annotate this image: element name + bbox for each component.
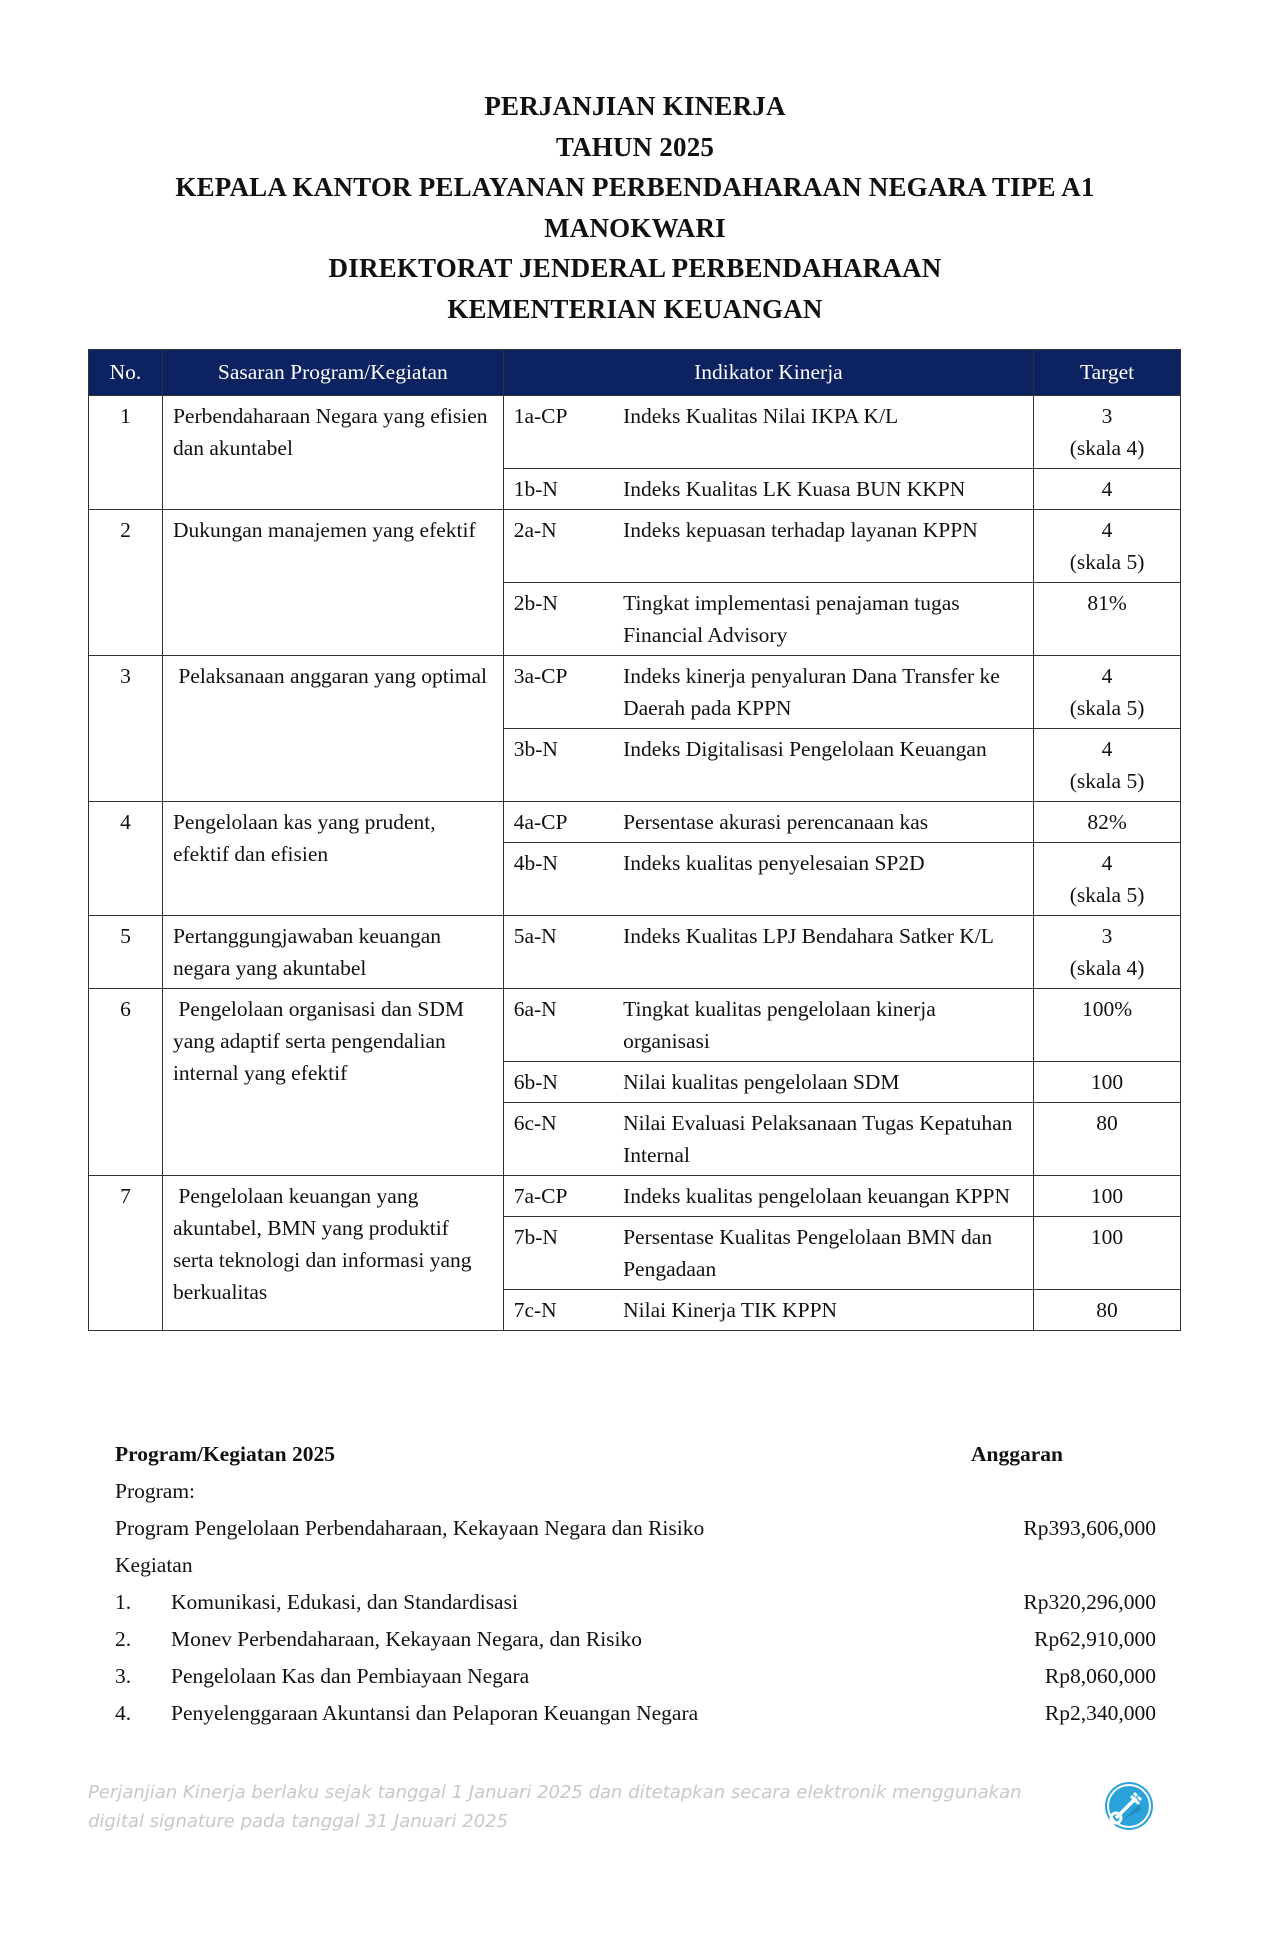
- target-cell: [1034, 802, 1181, 843]
- kegiatan-row: [115, 1695, 1156, 1732]
- indicator-code: 6c-N: [503, 1103, 613, 1176]
- column-header-no: No.: [89, 350, 163, 396]
- indicator-text: Persentase akurasi perencanaan kas: [613, 802, 1034, 843]
- kegiatan-number: 4.: [115, 1701, 132, 1725]
- target-cell: [1034, 1217, 1181, 1290]
- target-scale: (skala 5): [1069, 883, 1145, 907]
- target-value: 3: [1101, 924, 1113, 948]
- footer-line-2: digital signature pada tanggal 31 Januari 2025: [88, 1811, 509, 1832]
- target-cell: [1034, 583, 1181, 656]
- table-header-row: [89, 350, 1181, 396]
- kegiatan-row: [115, 1584, 1156, 1621]
- sasaran-cell: Dukungan manajemen yang efektif: [162, 510, 503, 656]
- kegiatan-name: Komunikasi, Edukasi, dan Standardisasi: [171, 1590, 518, 1614]
- document-title: [0, 86, 1270, 329]
- table-row: [89, 1176, 1181, 1217]
- indicator-text: Indeks Kualitas LK Kuasa BUN KKPN: [613, 469, 1034, 510]
- indicator-code: 6b-N: [503, 1062, 613, 1103]
- kegiatan-label-row: [115, 1547, 1156, 1584]
- target-value: 4: [1101, 477, 1113, 501]
- indicator-text: Indeks kinerja penyaluran Dana Transfer ke Daerah pada KPPN: [613, 656, 1034, 729]
- target-cell: [1034, 989, 1181, 1062]
- indicator-text: Indeks kualitas pengelolaan keuangan KPPN: [613, 1176, 1034, 1217]
- target-value: 100: [1090, 1225, 1124, 1249]
- target-value: 81%: [1087, 591, 1127, 615]
- signature-footer-note: [88, 1778, 1078, 1836]
- indicator-text: Nilai Evaluasi Pelaksanaan Tugas Kepatuhan Internal: [613, 1103, 1034, 1176]
- row-number: 3: [89, 656, 163, 802]
- indicator-code: 5a-N: [503, 916, 613, 989]
- indicator-text: Indeks kepuasan terhadap layanan KPPN: [613, 510, 1034, 583]
- title-line-6: KEMENTERIAN KEUANGAN: [447, 293, 823, 324]
- target-scale: (skala 4): [1069, 436, 1145, 460]
- kegiatan-row: [115, 1658, 1156, 1695]
- target-scale: (skala 5): [1069, 696, 1145, 720]
- indicator-code: 7c-N: [503, 1290, 613, 1331]
- row-number: 5: [89, 916, 163, 989]
- indicator-code: 1a-CP: [503, 396, 613, 469]
- target-value: 3: [1101, 404, 1113, 428]
- table-body: [89, 396, 1181, 1331]
- indicator-text: Indeks Kualitas Nilai IKPA K/L: [613, 396, 1034, 469]
- indicator-code: 6a-N: [503, 989, 613, 1062]
- kegiatan-amount: Rp2,340,000: [1044, 1701, 1156, 1725]
- target-value: 80: [1096, 1111, 1118, 1135]
- target-cell: [1034, 1062, 1181, 1103]
- indicator-text: Indeks Kualitas LPJ Bendahara Satker K/L: [613, 916, 1034, 989]
- indicator-code: 7a-CP: [503, 1176, 613, 1217]
- indicator-code: 2b-N: [503, 583, 613, 656]
- target-scale: (skala 5): [1069, 769, 1145, 793]
- sasaran-cell: Pertanggungjawaban keuangan negara yang akuntabel: [162, 916, 503, 989]
- indicator-text: Indeks Digitalisasi Pengelolaan Keuangan: [613, 729, 1034, 802]
- sasaran-cell: Pengelolaan kas yang prudent, efektif dan efisien: [162, 802, 503, 916]
- title-line-4: MANOKWARI: [544, 212, 726, 243]
- budget-heading-right: Anggaran: [971, 1442, 1063, 1466]
- target-cell: [1034, 843, 1181, 916]
- kegiatan-name: Penyelenggaraan Akuntansi dan Pelaporan Keuangan Negara: [171, 1701, 699, 1725]
- indicator-code: 1b-N: [503, 469, 613, 510]
- indicator-code: 4a-CP: [503, 802, 613, 843]
- kegiatan-name: Monev Perbendaharaan, Kekayaan Negara, dan Risiko: [171, 1627, 643, 1651]
- target-value: 80: [1096, 1298, 1118, 1322]
- target-value: 100: [1090, 1070, 1124, 1094]
- program-row: [115, 1510, 1156, 1547]
- target-cell: [1034, 1176, 1181, 1217]
- table-row: [89, 802, 1181, 843]
- table-row: [89, 396, 1181, 469]
- table-row: [89, 510, 1181, 583]
- target-scale: (skala 4): [1069, 956, 1145, 980]
- title-line-3: KEPALA KANTOR PELAYANAN PERBENDAHARAAN NEGARA TIPE A1: [175, 172, 1095, 202]
- indicator-code: 2a-N: [503, 510, 613, 583]
- target-value: 100%: [1081, 997, 1133, 1021]
- sasaran-cell: Pengelolaan organisasi dan SDM yang adaptif serta pengendalian internal yang efektif: [162, 989, 503, 1176]
- row-number: 6: [89, 989, 163, 1176]
- target-cell: [1034, 1290, 1181, 1331]
- row-number: 4: [89, 802, 163, 916]
- performance-table: [88, 349, 1181, 1331]
- indicator-text: Tingkat kualitas pengelolaan kinerja organisasi: [613, 989, 1034, 1062]
- kegiatan-amount: Rp62,910,000: [1034, 1627, 1156, 1651]
- indicator-text: Nilai kualitas pengelolaan SDM: [613, 1062, 1034, 1103]
- row-number: 1: [89, 396, 163, 510]
- target-cell: [1034, 510, 1181, 583]
- program-label: Program:: [115, 1479, 196, 1503]
- indicator-code: 4b-N: [503, 843, 613, 916]
- indicator-code: 7b-N: [503, 1217, 613, 1290]
- target-cell: [1034, 729, 1181, 802]
- kegiatan-number: 1.: [115, 1590, 132, 1614]
- kegiatan-number: 2.: [115, 1627, 132, 1651]
- target-value: 100: [1090, 1184, 1124, 1208]
- indicator-text: Nilai Kinerja TIK KPPN: [613, 1290, 1034, 1331]
- row-number: 2: [89, 510, 163, 656]
- title-line-5: DIREKTORAT JENDERAL PERBENDAHARAAN: [328, 253, 942, 283]
- program-name: Program Pengelolaan Perbendaharaan, Kekayaan Negara dan Risiko: [115, 1516, 705, 1540]
- column-header-target: Target: [1034, 350, 1181, 396]
- sasaran-cell: Perbendaharaan Negara yang efisien dan akuntabel: [162, 396, 503, 510]
- target-value: 4: [1101, 737, 1113, 761]
- kegiatan-number: 3.: [115, 1664, 132, 1688]
- budget-heading-row: [115, 1436, 1156, 1473]
- kegiatan-label: Kegiatan: [115, 1553, 193, 1577]
- indicator-code: 3a-CP: [503, 656, 613, 729]
- target-cell: [1034, 1103, 1181, 1176]
- title-line-1: PERJANJIAN KINERJA: [484, 91, 786, 121]
- table-row: [89, 916, 1181, 989]
- budget-section: [115, 1436, 1156, 1732]
- target-cell: [1034, 396, 1181, 469]
- target-cell: [1034, 916, 1181, 989]
- indicator-text: Tingkat implementasi penajaman tugas Financial Advisory: [613, 583, 1034, 656]
- indicator-text: Indeks kualitas penyelesaian SP2D: [613, 843, 1034, 916]
- program-label-row: [115, 1473, 1156, 1510]
- column-header-indikator: Indikator Kinerja: [503, 350, 1033, 396]
- target-cell: [1034, 469, 1181, 510]
- indicator-text: Persentase Kualitas Pengelolaan BMN dan Pengadaan: [613, 1217, 1034, 1290]
- target-value: 82%: [1087, 810, 1127, 834]
- footer-line-1: Perjanjian Kinerja berlaku sejak tanggal 1 Januari 2025 dan ditetapkan secara elektronik menggunakan: [88, 1782, 1022, 1803]
- row-number: 7: [89, 1176, 163, 1331]
- budget-heading-left: Program/Kegiatan 2025: [115, 1442, 335, 1466]
- digital-signature-key-icon: [1103, 1780, 1155, 1832]
- kegiatan-name: Pengelolaan Kas dan Pembiayaan Negara: [171, 1664, 530, 1688]
- target-value: 4: [1101, 518, 1113, 542]
- target-value: 4: [1101, 851, 1113, 875]
- program-amount: Rp393,606,000: [1023, 1516, 1156, 1540]
- column-header-sasaran: Sasaran Program/Kegiatan: [162, 350, 503, 396]
- table-row: [89, 656, 1181, 729]
- kegiatan-amount: Rp8,060,000: [1044, 1664, 1156, 1688]
- target-value: 4: [1101, 664, 1113, 688]
- target-cell: [1034, 656, 1181, 729]
- sasaran-cell: Pengelolaan keuangan yang akuntabel, BMN yang produktif serta teknologi dan informasi yang berkualitas: [162, 1176, 503, 1331]
- kegiatan-amount: Rp320,296,000: [1023, 1590, 1156, 1614]
- table-row: [89, 989, 1181, 1062]
- sasaran-cell: Pelaksanaan anggaran yang optimal: [162, 656, 503, 802]
- indicator-code: 3b-N: [503, 729, 613, 802]
- target-scale: (skala 5): [1069, 550, 1145, 574]
- kegiatan-row: [115, 1621, 1156, 1658]
- title-line-2: TAHUN 2025: [555, 131, 715, 162]
